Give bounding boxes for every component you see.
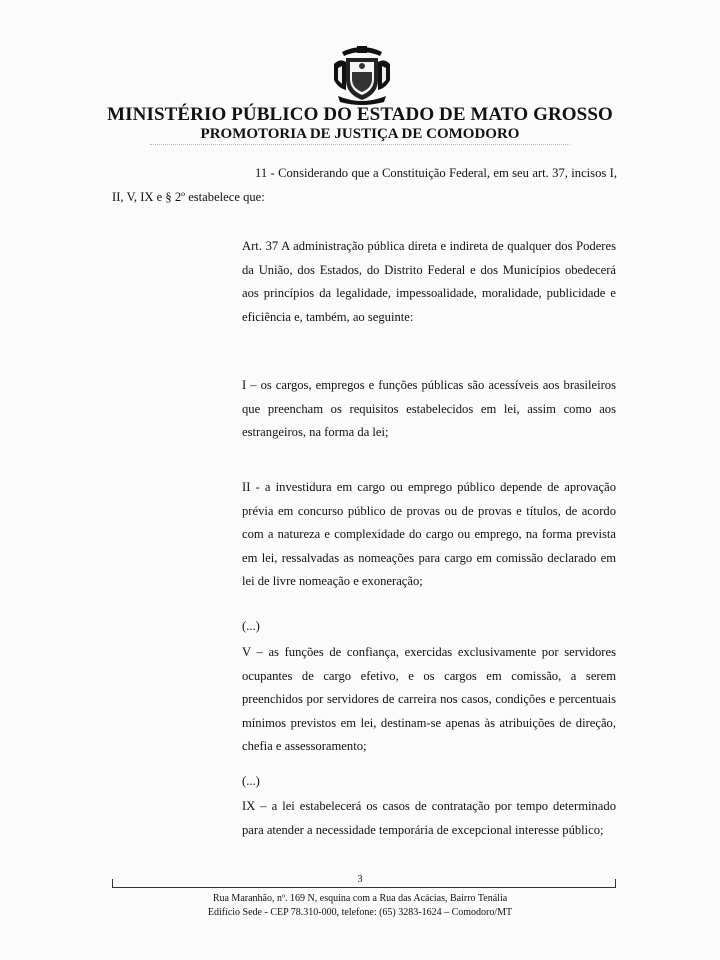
quote-art-37: Art. 37 A administração pública direta e indireta de qualquer dos Poderes da União, dos Estados, do Distrito Federal e dos Municípios obedecerá aos princípios da legalidade, impessoalidade, moralidade, publicidade e eficiência e, também, ao seguinte: — [242, 239, 616, 324]
institution-title: MINISTÉRIO PÚBLICO DO ESTADO DE MATO GROSSO — [107, 104, 613, 125]
quote-inciso-ix: IX – a lei estabelecerá os casos de contratação por tempo determinado para atender a necessidade temporária de excepcional interesse público; — [242, 799, 616, 837]
quote-inciso-v: V – as funções de confiança, exercidas exclusivamente por servidores ocupantes de cargo efetivo, e os cargos em comissão, a serem preenchidos por servidores de carreira nos casos, condições e percentuais mínimos previstos em lei, destinam-se apenas às atribuições de direção, chefia e assessoramento; — [242, 645, 616, 753]
footer-address-line: Edifício Sede - CEP 78.310-000, telefone: (65) 3283-1624 – Comodoro/MT — [207, 907, 513, 918]
header-divider — [150, 140, 570, 145]
quote-inciso-i: I – os cargos, empregos e funções públicas são acessíveis aos brasileiros que preencham os requisitos estabelecidos em lei, assim como aos estrangeiros, na forma da lei; — [242, 378, 616, 439]
quote-ellipsis: (...) — [242, 619, 260, 633]
state-coat-of-arms-icon — [330, 44, 394, 106]
page-number: 3 — [357, 874, 363, 885]
office-subtitle: PROMOTORIA DE JUSTIÇA DE COMODORO — [200, 126, 520, 142]
footer-address-line: Rua Maranhão, nº. 169 N, esquina com a Rua das Acácias, Bairro Tenália — [212, 893, 508, 904]
quote-ellipsis: (...) — [242, 774, 260, 788]
paragraph-intro: 11 - Considerando que a Constituição Federal, em seu art. 37, incisos I, II, V, IX e § 2º estabelece que: — [112, 166, 617, 204]
quote-inciso-ii: II - a investidura em cargo ou emprego público depende de aprovação prévia em concurso público de provas ou de provas e títulos, de acordo com a natureza e complexidade do cargo ou emprego, na forma prevista em lei, ressalvadas as nomeações para cargo em comissão declarado em lei de livre nomeação e exoneração; — [242, 480, 616, 588]
